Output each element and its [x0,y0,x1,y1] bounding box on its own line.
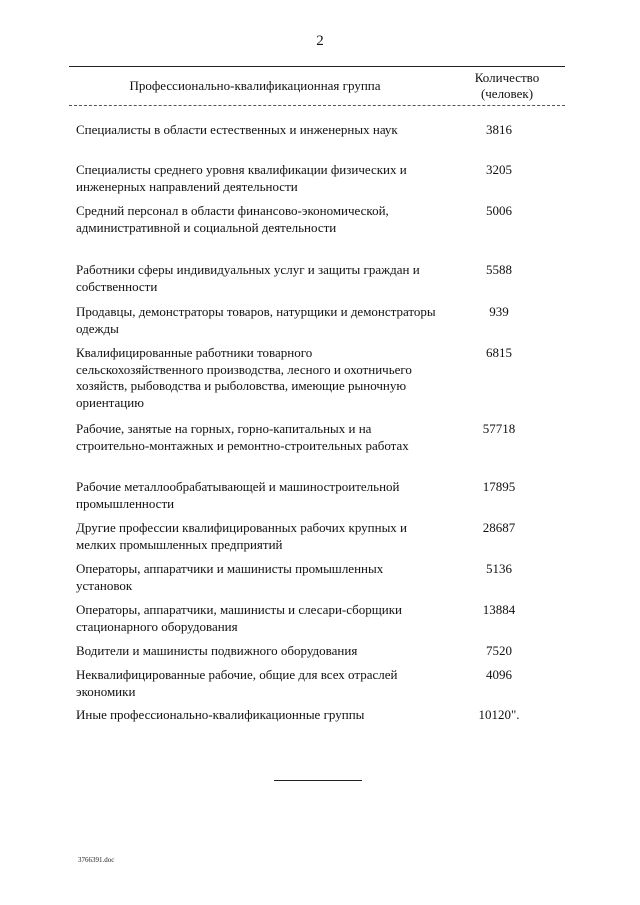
row-label: Операторы, аппаратчики, машинисты и слесари-сборщики стационарного оборудования [76,602,403,634]
occupation-table [69,66,565,722]
row-label: Квалифицированные работники товарного сельскохозяйственного производства, лесного и охотничьего хозяйств, рыбоводства и рыболовства, имеющие рыночную ориентацию [76,345,412,410]
row-value: 4096 [486,667,512,682]
end-divider [274,780,362,781]
row-value: 5136 [486,561,512,576]
row-value: 57718 [482,421,516,436]
row-value: 10120". [478,707,520,722]
document-id: 3766391.doc [78,856,115,864]
header-group-label: Профессионально-квалификационная группа [129,78,381,93]
row-label: Продавцы, демонстраторы товаров, натурщики и демонстраторы одежды [76,304,436,336]
row-value: 17895 [482,479,516,494]
row-label: Рабочие, занятые на горных, горно-капитальных и на строительно-монтажных и ремонтно-строительных работах [76,421,409,453]
row-label: Рабочие металлообрабатывающей и машиностроительной промышленности [76,479,400,511]
row-label: Специалисты среднего уровня квалификации физических и инженерных направлений деятельности [76,162,407,194]
row-label: Специалисты в области естественных и инженерных наук [76,122,398,137]
row-value: 5006 [486,203,512,218]
page-number: 2 [316,33,324,49]
row-label: Операторы, аппаратчики и машинисты промышленных установок [76,561,384,593]
header-quantity-label [449,70,565,102]
row-value: 6815 [486,345,512,360]
row-value: 28687 [482,520,516,535]
row-value: 3205 [486,162,512,177]
row-label: Другие профессии квалифицированных рабочих крупных и мелких промышленных предприятий [76,520,408,552]
row-value: 939 [489,304,509,319]
row-value: 5588 [486,262,512,277]
row-label: Иные профессионально-квалификационные группы [76,707,365,722]
row-value: 13884 [482,602,516,617]
row-label: Водители и машинисты подвижного оборудования [76,643,358,658]
header-quantity-line-1: Количество [474,70,540,85]
row-label: Средний персонал в области финансово-экономической, административной и социальной деятельности [76,203,389,235]
row-label: Работники сферы индивидуальных услуг и защиты граждан и собственности [76,262,420,294]
table-header [69,66,565,106]
row-value: 3816 [486,122,512,137]
row-label: Неквалифицированные рабочие, общие для всех отраслей экономики [76,667,398,699]
header-quantity-line-2: (человек) [480,86,534,101]
row-value: 7520 [486,643,512,658]
